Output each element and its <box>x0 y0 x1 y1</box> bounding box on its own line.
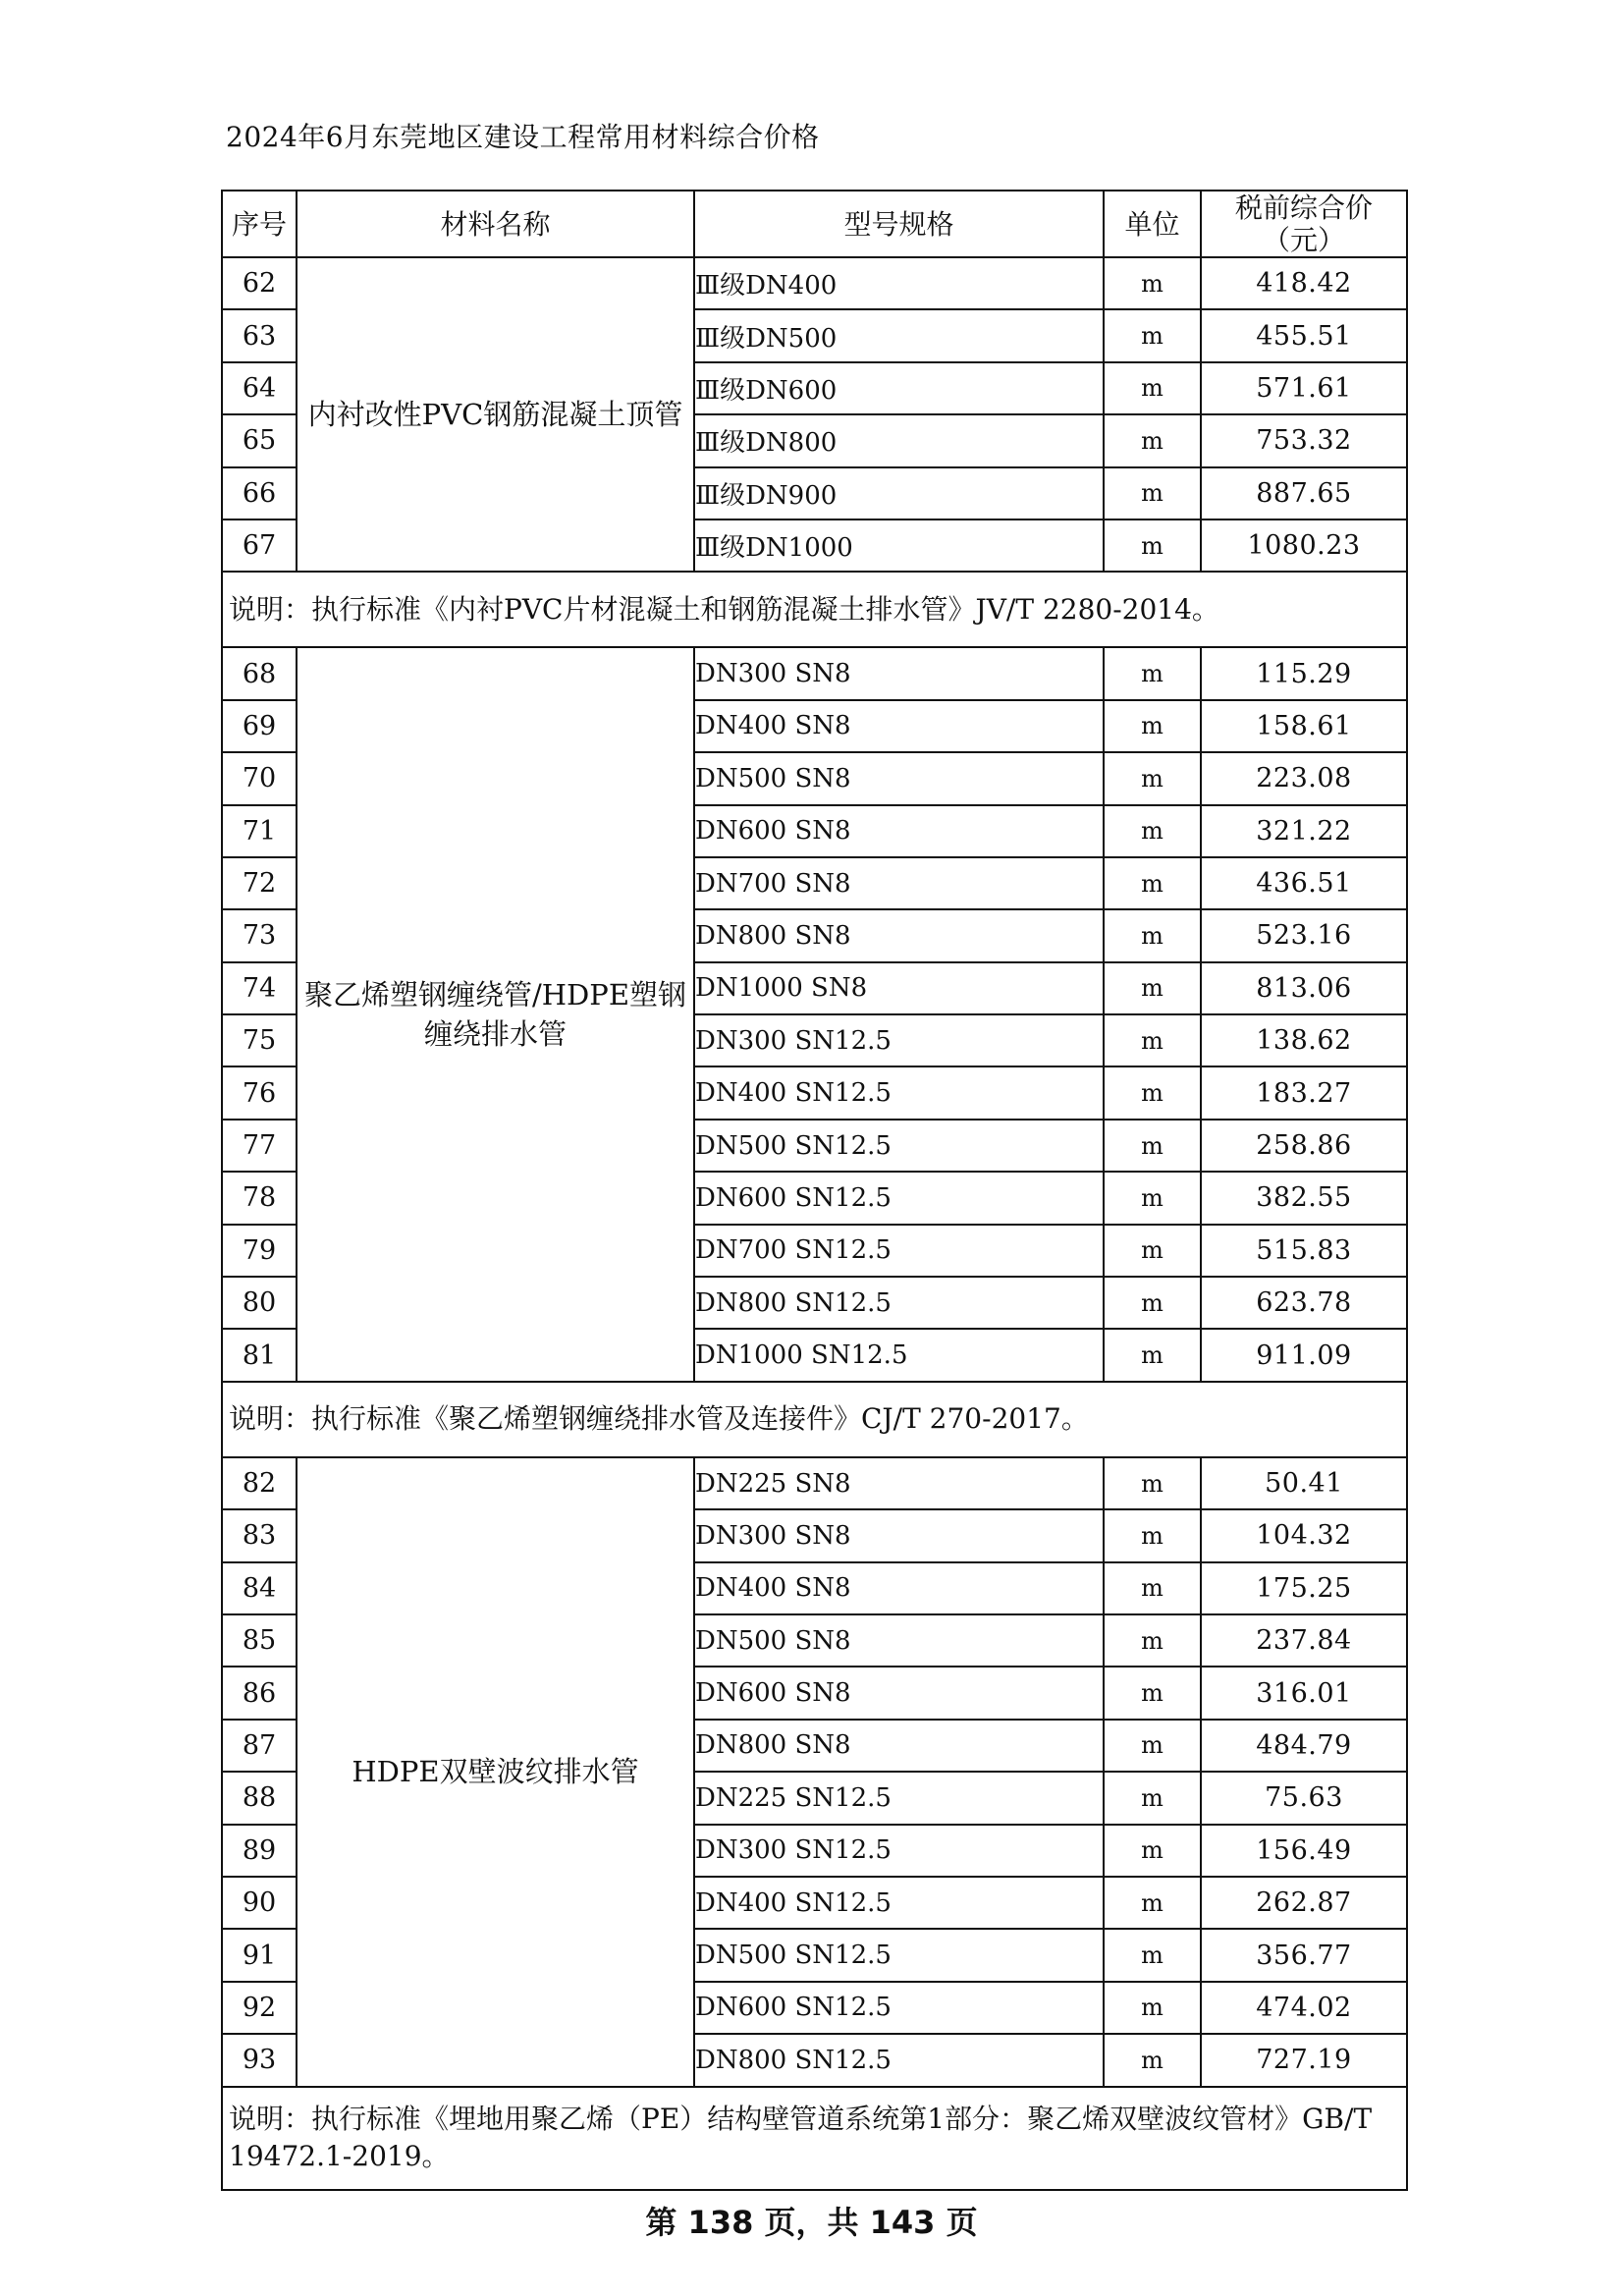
spec-cell: Ⅲ级DN500 <box>694 309 1104 361</box>
unit-cell: m <box>1104 1509 1201 1561</box>
row-number: 79 <box>222 1225 297 1277</box>
price-cell: 455.51 <box>1201 309 1407 361</box>
row-number: 81 <box>222 1329 297 1381</box>
spec-cell: DN225 SN12.5 <box>694 1772 1104 1824</box>
row-number: 75 <box>222 1014 297 1066</box>
row-number: 69 <box>222 700 297 752</box>
header-no: 序号 <box>222 191 297 257</box>
row-number: 84 <box>222 1562 297 1614</box>
price-cell: 75.63 <box>1201 1772 1407 1824</box>
unit-cell: m <box>1104 1614 1201 1667</box>
header-unit: 单位 <box>1104 191 1201 257</box>
document-title: 2024年6月东莞地区建设工程常用材料综合价格 <box>226 121 820 153</box>
spec-cell: DN400 SN12.5 <box>694 1877 1104 1929</box>
unit-cell: m <box>1104 752 1201 804</box>
price-cell: 436.51 <box>1201 857 1407 909</box>
price-cell: 382.55 <box>1201 1172 1407 1224</box>
row-number: 76 <box>222 1066 297 1119</box>
price-cell: 887.65 <box>1201 467 1407 519</box>
spec-cell: DN400 SN8 <box>694 1562 1104 1614</box>
table-row <box>222 1457 1407 1509</box>
unit-cell: m <box>1104 1720 1201 1772</box>
unit-cell: m <box>1104 309 1201 361</box>
price-cell: 237.84 <box>1201 1614 1407 1667</box>
spec-cell: DN1000 SN12.5 <box>694 1329 1104 1381</box>
spec-cell: DN800 SN8 <box>694 1720 1104 1772</box>
row-number: 72 <box>222 857 297 909</box>
price-cell: 104.32 <box>1201 1509 1407 1561</box>
price-cell: 158.61 <box>1201 700 1407 752</box>
price-cell: 911.09 <box>1201 1329 1407 1381</box>
unit-cell: m <box>1104 467 1201 519</box>
unit-cell: m <box>1104 1225 1201 1277</box>
row-number: 64 <box>222 362 297 414</box>
unit-cell: m <box>1104 1772 1201 1824</box>
price-cell: 175.25 <box>1201 1562 1407 1614</box>
price-cell: 727.19 <box>1201 2034 1407 2086</box>
unit-cell: m <box>1104 805 1201 857</box>
table-row <box>222 647 1407 699</box>
row-number: 91 <box>222 1929 297 1981</box>
material-name: HDPE双壁波纹排水管 <box>297 1457 694 2087</box>
price-cell: 474.02 <box>1201 1982 1407 2034</box>
note-row <box>222 572 1407 647</box>
price-cell: 515.83 <box>1201 1225 1407 1277</box>
row-number: 70 <box>222 752 297 804</box>
unit-cell: m <box>1104 857 1201 909</box>
row-number: 89 <box>222 1825 297 1877</box>
row-number: 73 <box>222 909 297 961</box>
spec-cell: DN700 SN12.5 <box>694 1225 1104 1277</box>
price-cell: 571.61 <box>1201 362 1407 414</box>
unit-cell: m <box>1104 1329 1201 1381</box>
spec-cell: DN300 SN12.5 <box>694 1014 1104 1066</box>
spec-cell: DN800 SN8 <box>694 909 1104 961</box>
spec-cell: DN600 SN8 <box>694 1667 1104 1719</box>
price-cell: 223.08 <box>1201 752 1407 804</box>
row-number: 93 <box>222 2034 297 2086</box>
unit-cell: m <box>1104 1562 1201 1614</box>
spec-cell: DN600 SN12.5 <box>694 1982 1104 2034</box>
spec-cell: DN600 SN12.5 <box>694 1172 1104 1224</box>
note-row <box>222 2087 1407 2190</box>
unit-cell: m <box>1104 1277 1201 1329</box>
price-cell: 156.49 <box>1201 1825 1407 1877</box>
spec-cell: DN800 SN12.5 <box>694 2034 1104 2086</box>
spec-cell: DN1000 SN8 <box>694 962 1104 1014</box>
price-cell: 138.62 <box>1201 1014 1407 1066</box>
row-number: 77 <box>222 1120 297 1172</box>
row-number: 74 <box>222 962 297 1014</box>
spec-cell: DN500 SN8 <box>694 1614 1104 1667</box>
unit-cell: m <box>1104 1982 1201 2034</box>
spec-cell: DN225 SN8 <box>694 1457 1104 1509</box>
price-cell: 258.86 <box>1201 1120 1407 1172</box>
price-cell: 183.27 <box>1201 1066 1407 1119</box>
spec-cell: DN500 SN12.5 <box>694 1929 1104 1981</box>
spec-cell: DN500 SN8 <box>694 752 1104 804</box>
header-spec: 型号规格 <box>694 191 1104 257</box>
note-row <box>222 1382 1407 1457</box>
spec-cell: Ⅲ级DN400 <box>694 257 1104 309</box>
unit-cell: m <box>1104 700 1201 752</box>
unit-cell: m <box>1104 1014 1201 1066</box>
spec-cell: DN300 SN8 <box>694 647 1104 699</box>
material-name: 聚乙烯塑钢缠绕管/HDPE塑钢缠绕排水管 <box>297 647 694 1381</box>
table-body <box>222 257 1407 2190</box>
row-number: 80 <box>222 1277 297 1329</box>
price-cell: 753.32 <box>1201 414 1407 466</box>
row-number: 86 <box>222 1667 297 1719</box>
row-number: 71 <box>222 805 297 857</box>
row-number: 67 <box>222 519 297 572</box>
header-price-line2: （元） <box>1262 224 1345 256</box>
unit-cell: m <box>1104 519 1201 572</box>
note-text: 说明：执行标准《埋地用聚乙烯（PE）结构壁管道系统第1部分：聚乙烯双壁波纹管材》GB/T 19472.1-2019。 <box>222 2087 1407 2190</box>
row-number: 62 <box>222 257 297 309</box>
spec-cell: DN800 SN12.5 <box>694 1277 1104 1329</box>
header-price <box>1201 191 1407 257</box>
spec-cell: DN300 SN12.5 <box>694 1825 1104 1877</box>
price-cell: 321.22 <box>1201 805 1407 857</box>
price-cell: 484.79 <box>1201 1720 1407 1772</box>
price-cell: 1080.23 <box>1201 519 1407 572</box>
material-name: 内衬改性PVC钢筋混凝土顶管 <box>297 257 694 572</box>
unit-cell: m <box>1104 1825 1201 1877</box>
unit-cell: m <box>1104 1877 1201 1929</box>
unit-cell: m <box>1104 257 1201 309</box>
spec-cell: DN700 SN8 <box>694 857 1104 909</box>
price-cell: 356.77 <box>1201 1929 1407 1981</box>
unit-cell: m <box>1104 909 1201 961</box>
spec-cell: DN400 SN12.5 <box>694 1066 1104 1119</box>
unit-cell: m <box>1104 1172 1201 1224</box>
table-row <box>222 257 1407 309</box>
unit-cell: m <box>1104 1120 1201 1172</box>
page-footer: 第 138 页，共 143 页 <box>645 2204 978 2241</box>
price-cell: 115.29 <box>1201 647 1407 699</box>
row-number: 65 <box>222 414 297 466</box>
row-number: 78 <box>222 1172 297 1224</box>
unit-cell: m <box>1104 647 1201 699</box>
row-number: 88 <box>222 1772 297 1824</box>
row-number: 92 <box>222 1982 297 2034</box>
spec-cell: DN400 SN8 <box>694 700 1104 752</box>
header-name: 材料名称 <box>297 191 694 257</box>
row-number: 85 <box>222 1614 297 1667</box>
unit-cell: m <box>1104 1457 1201 1509</box>
row-number: 68 <box>222 647 297 699</box>
unit-cell: m <box>1104 1667 1201 1719</box>
row-number: 66 <box>222 467 297 519</box>
row-number: 83 <box>222 1509 297 1561</box>
unit-cell: m <box>1104 2034 1201 2086</box>
price-cell: 316.01 <box>1201 1667 1407 1719</box>
price-cell: 813.06 <box>1201 962 1407 1014</box>
price-cell: 623.78 <box>1201 1277 1407 1329</box>
unit-cell: m <box>1104 962 1201 1014</box>
note-text: 说明：执行标准《内衬PVC片材混凝土和钢筋混凝土排水管》JV/T 2280-2014。 <box>222 572 1407 647</box>
spec-cell: DN500 SN12.5 <box>694 1120 1104 1172</box>
spec-cell: Ⅲ级DN800 <box>694 414 1104 466</box>
spec-cell: Ⅲ级DN900 <box>694 467 1104 519</box>
unit-cell: m <box>1104 1066 1201 1119</box>
unit-cell: m <box>1104 362 1201 414</box>
spec-cell: DN300 SN8 <box>694 1509 1104 1561</box>
price-table <box>221 190 1408 2191</box>
unit-cell: m <box>1104 414 1201 466</box>
spec-cell: Ⅲ级DN600 <box>694 362 1104 414</box>
price-cell: 418.42 <box>1201 257 1407 309</box>
price-cell: 523.16 <box>1201 909 1407 961</box>
row-number: 63 <box>222 309 297 361</box>
header-price-line1: 税前综合价 <box>1234 191 1373 224</box>
spec-cell: DN600 SN8 <box>694 805 1104 857</box>
row-number: 90 <box>222 1877 297 1929</box>
price-cell: 50.41 <box>1201 1457 1407 1509</box>
price-cell: 262.87 <box>1201 1877 1407 1929</box>
unit-cell: m <box>1104 1929 1201 1981</box>
table-header-row <box>222 191 1407 257</box>
row-number: 82 <box>222 1457 297 1509</box>
row-number: 87 <box>222 1720 297 1772</box>
spec-cell: Ⅲ级DN1000 <box>694 519 1104 572</box>
note-text: 说明：执行标准《聚乙烯塑钢缠绕排水管及连接件》CJ/T 270-2017。 <box>222 1382 1407 1457</box>
